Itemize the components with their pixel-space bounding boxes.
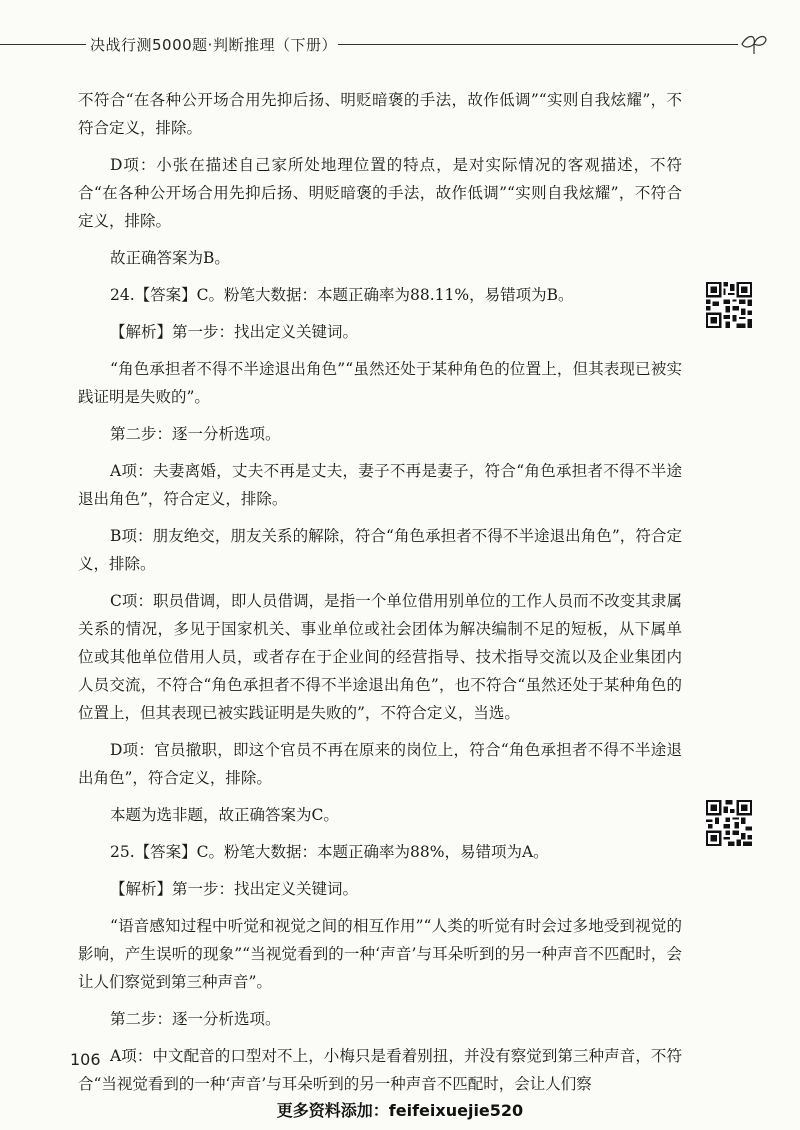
paragraph-q24-answer: 24.【答案】C。粉笔大数据：本题正确率为88.11%，易错项为B。 <box>110 286 574 304</box>
paragraph-q24-option-a: A项：夫妻离婚，丈夫不再是丈夫，妻子不再是妻子，符合“角色承担者不得不半途退出角色”，符合定义，排除。 <box>78 462 682 508</box>
footer-contact-note: 更多资料添加：feifeixuejie520 <box>276 1101 524 1120</box>
answer-explanation-body <box>78 86 682 1107</box>
paragraph-q24-option-c: C项：职员借调，即人员借调，是指一个单位借用别单位的工作人员而不改变其隶属关系的情况，多见于国家机关、事业单位或社会团体为解决编制不足的短板，从下属单位或其他单位借用人员，或者存在于企业间的经营指导、技术指导交流以及企业集团内人员交流，不符合“角色承担者不得不半途退出角色”，也不符合“虽然还处于某种角色的位置上，但其表现已被实践证明是失败的”，不符合定义，当选。 <box>78 592 682 722</box>
paragraph-q24-option-d: D项：官员撤职，即这个官员不再在原来的岗位上，符合“角色承担者不得不半途退出角色”，符合定义，排除。 <box>78 741 682 787</box>
running-header <box>0 30 800 56</box>
paragraph-q25-step1: 【解析】第一步：找出定义关键词。 <box>110 880 359 898</box>
paragraph-c-option-continued: 不符合“在各种公开场合用先抑后扬、明贬暗褒的手法，故作低调”“实则自我炫耀”，不符合定义，排除。 <box>78 91 682 137</box>
paragraph-q23-conclusion: 故正确答案为B。 <box>110 249 230 267</box>
paragraph-q24-option-b: B项：朋友绝交，朋友关系的解除，符合“角色承担者不得不半途退出角色”，符合定义，排除。 <box>78 527 682 573</box>
paragraph-q24-step1: 【解析】第一步：找出定义关键词。 <box>110 323 359 341</box>
header-rule-left <box>0 44 86 45</box>
book-title: 决战行测5000题·判断推理（下册） <box>90 36 337 54</box>
paragraph-q25-step2: 第二步：逐一分析选项。 <box>110 1010 281 1028</box>
paragraph-q25-option-a: A项：中文配音的口型对不上，小梅只是看着别扭，并没有察觉到第三种声音，不符合“当视觉看到的一种‘声音’与耳朵听到的另一种声音不匹配时，会让人们察 <box>78 1047 682 1093</box>
paragraph-q24-keywords: “角色承担者不得不半途退出角色”“虽然还处于某种角色的位置上，但其表现已被实践证明是失败的”。 <box>78 360 682 406</box>
paragraph-d-option-q23: D项：小张在描述自己家所处地理位置的特点，是对实际情况的客观描述，不符合“在各种公开场合用先抑后扬、明贬暗褒的手法，故作低调”“实则自我炫耀”，不符合定义，排除。 <box>78 156 682 230</box>
paragraph-q25-keywords: “语音感知过程中听觉和视觉之间的相互作用”“人类的听觉有时会过多地受到视觉的影响，产生误听的现象”“当视觉看到的一种‘声音’与耳朵听到的另一种声音不匹配时，会让人们察觉到第三种声音”。 <box>78 917 682 991</box>
paragraph-q25-answer: 25.【答案】C。粉笔大数据：本题正确率为88%，易错项为A。 <box>110 843 549 861</box>
sprout-icon <box>738 30 770 56</box>
paragraph-q24-conclusion: 本题为选非题，故正确答案为C。 <box>110 806 339 824</box>
qr-code-q24[interactable] <box>706 282 752 328</box>
header-rule-right <box>338 44 738 45</box>
page-number: 106 <box>70 1050 101 1069</box>
qr-code-q25[interactable] <box>706 800 752 846</box>
paragraph-q24-step2: 第二步：逐一分析选项。 <box>110 425 281 443</box>
